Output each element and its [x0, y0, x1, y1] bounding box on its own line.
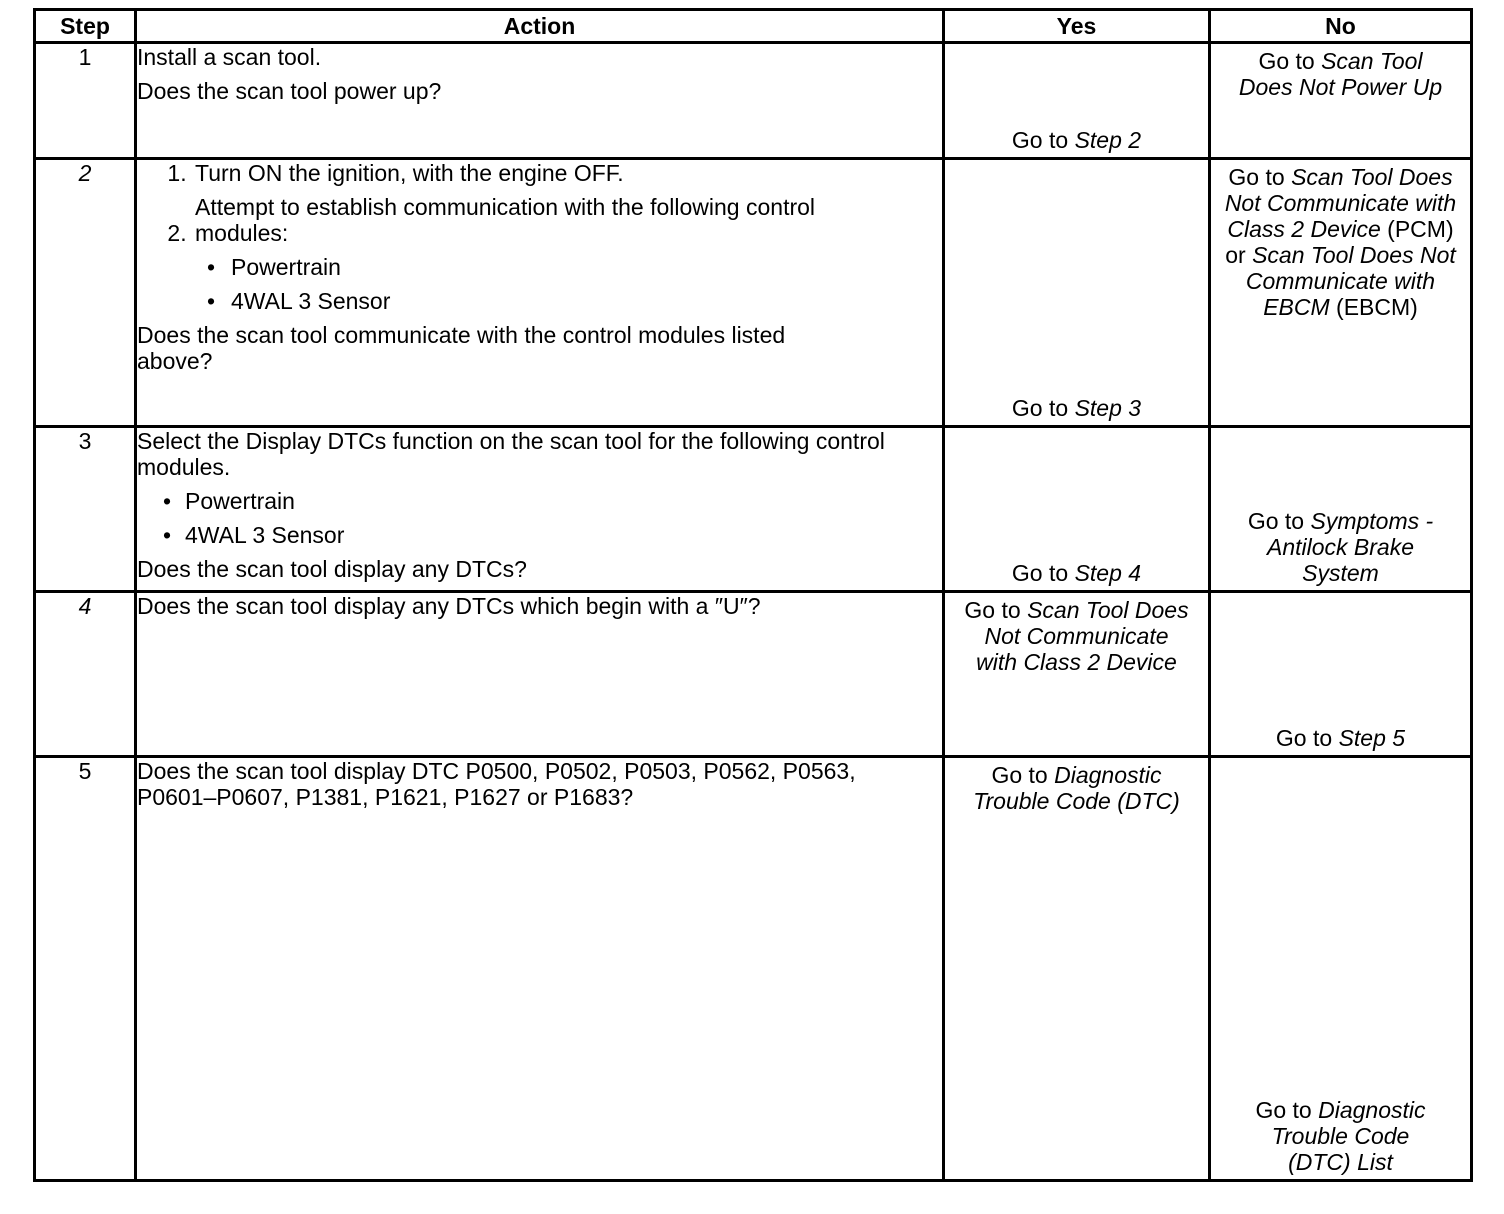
- yes-cell: [944, 43, 1210, 159]
- header-yes: Yes: [944, 10, 1210, 43]
- yes-cell: [944, 592, 1210, 757]
- list-item: • Powertrain: [229, 254, 942, 280]
- action-text: Install a scan tool.: [137, 44, 322, 70]
- action-cell: [136, 427, 944, 592]
- table-row-step-4: [35, 592, 1472, 757]
- action-cell: [136, 43, 944, 159]
- no-link-ebcm[interactable]: Scan Tool Does Not Communicate with EBCM: [1245, 242, 1456, 320]
- no-cell: [1210, 592, 1472, 757]
- action-text: Select the Display DTCs function on the scan tool for the following control modules.: [137, 428, 885, 480]
- yes-link[interactable]: Step 4: [1074, 560, 1142, 586]
- header-action: Action: [136, 10, 944, 43]
- header-no: No: [1210, 10, 1472, 43]
- yes-cell: [944, 427, 1210, 592]
- no-link[interactable]: Diagnostic Trouble Code (DTC) List: [1271, 1097, 1426, 1175]
- yes-result: Go to Step 3: [1011, 395, 1142, 421]
- diagnostic-table: [33, 8, 1473, 1182]
- step-number: 2: [35, 159, 136, 427]
- step-number: 4: [35, 592, 136, 757]
- yes-link[interactable]: Step 3: [1074, 395, 1142, 421]
- list-item: • 4WAL 3 Sensor: [185, 522, 942, 548]
- table-row-step-1: [35, 43, 1472, 159]
- no-link[interactable]: Symptoms - Antilock Brake System: [1266, 508, 1434, 586]
- action-cell: [136, 592, 944, 757]
- no-result: Go to Symptoms - Antilock Brake System: [1247, 508, 1434, 586]
- no-link-class2[interactable]: Scan Tool Does Not Communicate with Class 2 Device: [1224, 164, 1457, 242]
- yes-link[interactable]: Step 2: [1074, 127, 1142, 153]
- step-number: 1: [35, 43, 136, 159]
- no-cell: [1210, 427, 1472, 592]
- yes-result: Go to Step 4: [1011, 560, 1142, 586]
- no-cell: [1210, 159, 1472, 427]
- module-list: [137, 488, 942, 548]
- no-result: Go to Step 5: [1275, 725, 1406, 751]
- list-item: • Powertrain: [185, 488, 942, 514]
- table-row-step-2: [35, 159, 1472, 427]
- action-question: Does the scan tool display any DTCs?: [137, 556, 527, 582]
- action-question: Does the scan tool communicate with the control modules listed above?: [137, 322, 786, 374]
- action-question: Does the scan tool display DTC P0500, P0502, P0503, P0562, P0563, P0601–P0607, P1381, P1621, P1627 or P1683?: [137, 758, 856, 810]
- no-link[interactable]: Scan Tool Does Not Power Up: [1238, 48, 1443, 100]
- action-cell: [136, 159, 944, 427]
- yes-result: Go to Diagnostic Trouble Code (DTC): [973, 762, 1180, 814]
- no-cell: [1210, 43, 1472, 159]
- step-number: 5: [35, 757, 136, 1181]
- no-cell: [1210, 757, 1472, 1181]
- yes-link[interactable]: Scan Tool Does Not Communicate with Class 2 Device: [976, 597, 1189, 675]
- yes-result: Go to Step 2: [1011, 127, 1142, 153]
- action-steps-list: [137, 160, 942, 314]
- list-item: 1. Turn ON the ignition, with the engine OFF.: [193, 160, 942, 186]
- no-result: Go to Diagnostic Trouble Code (DTC) List: [1255, 1097, 1426, 1175]
- action-question: Does the scan tool power up?: [137, 78, 442, 104]
- module-list: [195, 254, 942, 314]
- no-link[interactable]: Step 5: [1338, 725, 1406, 751]
- list-item: • 4WAL 3 Sensor: [229, 288, 942, 314]
- action-question: Does the scan tool display any DTCs which begin with a ″U″?: [137, 593, 761, 619]
- no-result: Go to Scan Tool Does Not Power Up: [1238, 48, 1443, 100]
- header-row: [35, 10, 1472, 43]
- step-number: 3: [35, 427, 136, 592]
- action-cell: [136, 757, 944, 1181]
- yes-cell: [944, 159, 1210, 427]
- no-result: Go to Scan Tool Does Not Communicate with Class 2 Device (PCM) or Scan Tool Does Not Communicate with EBCM (EBCM): [1224, 164, 1457, 320]
- header-step: Step: [35, 10, 136, 43]
- yes-link[interactable]: Diagnostic Trouble Code (DTC): [973, 762, 1180, 814]
- yes-cell: [944, 757, 1210, 1181]
- table-row-step-5: [35, 757, 1472, 1181]
- yes-result: Go to Scan Tool Does Not Communicate with Class 2 Device: [964, 597, 1189, 675]
- list-item: 2. Attempt to establish communication with the following control modules: • Powertrain • 4WAL 3 Sensor: [193, 194, 942, 314]
- table-row-step-3: [35, 427, 1472, 592]
